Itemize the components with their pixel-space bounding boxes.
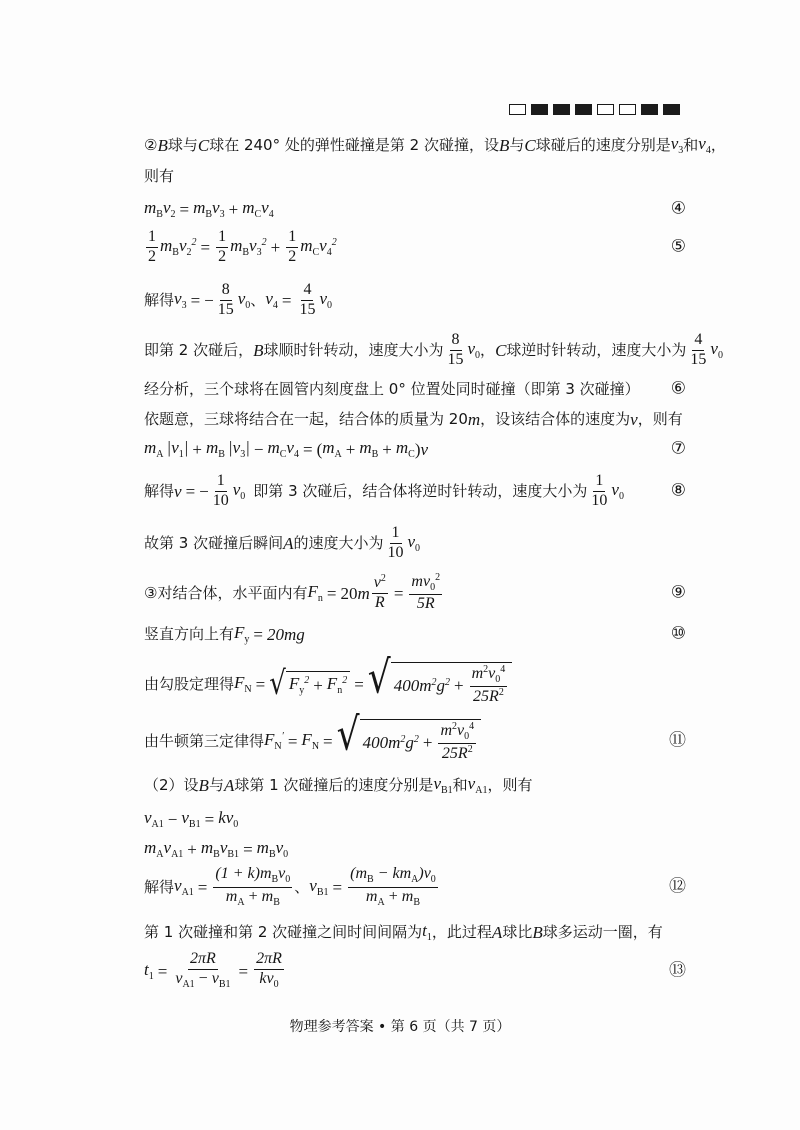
solution-v3-v4: 解得 $v_3$ = − $\frac{8}{15}$ $v_0$ 、 $v_4$ = $\frac{4}{15}$ $v_0$ (144, 280, 332, 318)
paragraph-a-velocity: 故第 3 次碰撞后瞬间 A 的速度大小为 $\frac{1}{10}$ $v_0$ (144, 523, 421, 561)
equation-number: ⑦ (670, 438, 686, 459)
paragraph-after-collision-2: 即第 2 次碰后， B 球顺时针转动，速度大小为 $\frac{8}{15}$ $v_0$ ， C 球逆时针转动，速度大小为 $\frac{4}{15}$ $v_0$ (144, 330, 723, 368)
equation-number: ⑫ (669, 876, 686, 897)
equation-solution-part-2: 解得 $v_{A1}$ = $\frac{(1 + k)m_Bv_0}{m_A + m_B}$ 、 $v_{B1}$ = $\frac{(m_B - km_A)v_0}{m_A + m_B}$ ⑫ (144, 865, 686, 908)
header-mark-filled (641, 104, 658, 115)
equation-number: ⑩ (670, 623, 686, 644)
equation-number: ⑤ (670, 236, 686, 257)
header-mark-filled (663, 104, 680, 115)
equation-newton-third: 由牛顿第三定律得 $F_N'$ = $F_N$ = √ $400m^2g^2$ + $\frac{m^2v_0^4}{25R^2}$ ⑪ (144, 709, 686, 763)
page-footer: 物理参考答案 • 第 6 页（共 7 页） (289, 1019, 511, 1035)
equation-vertical-force: 竖直方向上有 $F_y$ = 20mg ⑩ (144, 622, 686, 645)
equation-number: ⑪ (669, 730, 686, 751)
equation-momentum: $m_Bv_2$ = $m_Bv_3$ + $m_Cv_4$ ④ (144, 197, 686, 220)
equation-pythagoras: 由勾股定理得 $F_N$ = √ $F_y^2$ + $F_n^2$ = √ $400m^2g^2$ + $\frac{m^2v_0^4}{25R^2}$ (144, 656, 800, 712)
equation-combined-momentum: $m_A$ $|v_1|$ + $m_B$ $|v_3|$ − $m_Cv_4$ = ( $m_A$ + $m_B$ + $m_C$ ) v ⑦ (144, 437, 686, 460)
paragraph-time-interval: 第 1 次碰撞和第 2 次碰撞之间时间间隔为 $t_1$ ，此过程 A 球比 B 球多运动一圈，有 (144, 920, 663, 943)
header-mark-empty (509, 104, 526, 115)
equation-number: ⑧ (670, 480, 686, 501)
equation-horizontal-force: ③对结合体，水平面内有 $F_n$ = 20 m $\frac{v^2}{R}$ = $\frac{mv_0^2}{5R}$ ⑨ (144, 571, 686, 613)
equation-number: ⑨ (670, 582, 686, 603)
equation-relative-velocity: $v_{A1}$ − $v_{B1}$ = $kv_0$ (144, 807, 239, 830)
equation-energy: $\frac{1}{2}$ $m_Bv_2^2$ = $\frac{1}{2}$ $m_Bv_3^2$ + $\frac{1}{2}$ $m_Cv_4^2$ ⑤ (148, 227, 686, 265)
header-marks (509, 104, 680, 115)
header-mark-filled (575, 104, 592, 115)
solution-combined-velocity: 解得 v = − $\frac{1}{10}$ $v_0$ 即第 3 次碰后，结合体将逆时针转动，速度大小为 $\frac{1}{10}$ $v_0$ ⑧ (144, 471, 686, 509)
paragraph-part-2: （2）设 B 与 A 球第 1 次碰撞后的速度分别是 $v_{B1}$ 和 $v_{A1}$ ，则有 (144, 773, 533, 796)
equation-number: ⑥ (670, 378, 686, 399)
paragraph-analysis: 经分析，三个球将在圆管内刻度盘上 0° 位置处同时碰撞（即第 3 次碰撞） ⑥ (144, 378, 686, 399)
equation-number: ⑬ (669, 960, 686, 981)
header-mark-empty (619, 104, 636, 115)
header-mark-empty (597, 104, 614, 115)
equation-momentum-part-2: $m_Av_{A1}$ + $m_Bv_{B1}$ = $m_Bv_0$ (144, 837, 289, 860)
paragraph-combined: 依题意，三球将结合在一起，结合体的质量为 20 m ，设该结合体的速度为 v ，则有 (144, 409, 683, 429)
paragraph-then: 则有 (144, 166, 175, 185)
equation-number: ④ (670, 198, 686, 219)
paragraph-collision-2: ② B 球与 C 球在 240° 处的弹性碰撞是第 2 次碰撞，设 B 与 C 球碰后的速度分别是 $v_3$ 和 $v_4$ ， (144, 133, 726, 156)
header-mark-filled (531, 104, 548, 115)
equation-time: $t_1$ = $\frac{2\pi R}{v_{A1} - v_{B1}}$ = $\frac{2\pi R}{kv_0}$ ⑬ (144, 950, 686, 991)
header-mark-filled (553, 104, 570, 115)
